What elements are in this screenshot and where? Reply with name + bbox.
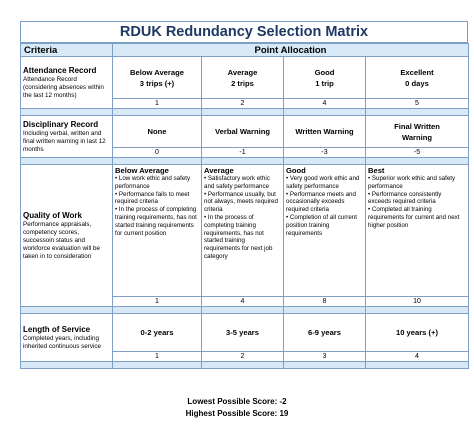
disciplinary-criteria (21, 116, 113, 158)
option-bullet: • Completion of all current position training requirements (286, 213, 357, 237)
criteria-description: Including verbal, written and final written warning in last 12 months (23, 129, 106, 153)
score-cell: 4 (202, 297, 284, 307)
matrix-title: RDUK Redundancy Selection Matrix (20, 21, 468, 43)
service-option: 10 years (+) (366, 314, 469, 352)
score-cell: 8 (284, 297, 366, 307)
option-label: Average (227, 67, 258, 77)
criteria-description: Completed years, including inherited continuous service (23, 334, 102, 350)
score-cell: 10 (366, 297, 469, 307)
service-criteria (21, 314, 113, 362)
option-heading: Good (286, 166, 306, 175)
service-option: 0-2 years (113, 314, 202, 352)
score-cell: 2 (202, 352, 284, 362)
attendance-option (113, 57, 202, 99)
score-cell: 1 (113, 99, 202, 109)
option-heading: Below Average (115, 166, 169, 175)
option-label: Excellent (400, 67, 434, 77)
attendance-option (284, 57, 366, 99)
option-bullet: • Very good work ethic and safety performance (286, 175, 360, 190)
disciplinary-option (366, 116, 469, 148)
disciplinary-row (21, 116, 469, 148)
option-sublabel: 2 trips (231, 78, 254, 88)
score-cell: -5 (366, 148, 469, 158)
matrix-table (20, 43, 469, 369)
separator-row (21, 109, 469, 116)
attendance-option (366, 57, 469, 99)
service-option: 3-5 years (202, 314, 284, 352)
score-cell: 3 (284, 352, 366, 362)
option-label: None (147, 127, 167, 136)
attendance-option (202, 57, 284, 99)
attendance-criteria (21, 57, 113, 109)
score-cell: 4 (284, 99, 366, 109)
option-bullet: • Performance usually, but not always, meets required criteria (204, 190, 278, 214)
criteria-description: Attendance Record (considering absences within the last 12 months) (23, 75, 104, 99)
option-label: Below Average (130, 67, 184, 77)
selection-matrix (20, 43, 468, 381)
option-heading: Average (204, 166, 234, 175)
service-option: 6-9 years (284, 314, 366, 352)
criteria-header: Criteria (21, 44, 113, 57)
criteria-title: Attendance Record (23, 65, 97, 75)
score-cell: 1 (113, 297, 202, 307)
separator-row (21, 158, 469, 165)
criteria-description: Performance appraisals, competency scores, successoin status and workforce evaluation will be taken in to consideration (23, 220, 100, 260)
score-cell: -1 (202, 148, 284, 158)
option-sublabel: 0 days (405, 78, 429, 88)
score-cell: -3 (284, 148, 366, 158)
quality-option (113, 165, 202, 297)
lowest-score: Lowest Possible Score: -2 (187, 397, 287, 406)
quality-option (366, 165, 469, 297)
disciplinary-option (284, 116, 366, 148)
score-cell: 0 (113, 148, 202, 158)
disciplinary-option (113, 116, 202, 148)
option-bullet: • Performance fails to meet required criteria (115, 190, 190, 206)
criteria-title: Disciplinary Record (23, 119, 99, 129)
option-bullet: • Performance consistently exceeds required criteria (368, 190, 442, 206)
criteria-title: Length of Service (23, 324, 91, 334)
quality-row (21, 165, 469, 297)
option-label: Good (314, 67, 335, 77)
option-label: Verbal Warning (215, 127, 270, 136)
service-row (21, 314, 469, 352)
option-bullet: • In the process of completing training requirements, has not started training requirements for next job category (204, 213, 273, 260)
score-cell: 1 (113, 352, 202, 362)
separator-row (21, 362, 469, 369)
option-label: Final Written (394, 121, 440, 131)
quality-criteria (21, 165, 113, 307)
header-row (21, 44, 469, 57)
attendance-row (21, 57, 469, 99)
option-heading: Best (368, 166, 385, 175)
separator-row (21, 307, 469, 314)
option-bullet: • Completed all training requirements for current and next higher position (368, 206, 460, 229)
quality-option (284, 165, 366, 297)
criteria-title: Quality of Work (23, 210, 82, 220)
option-bullet: • Performance meets and occasionally exceeds required criteria (286, 190, 356, 214)
option-sublabel: 3 trips (+) (139, 78, 175, 88)
highest-score: Highest Possible Score: 19 (185, 409, 289, 418)
score-cell: 4 (366, 352, 469, 362)
score-cell: 5 (366, 99, 469, 109)
quality-option (202, 165, 284, 297)
disciplinary-option (202, 116, 284, 148)
option-bullet: • In the process of completing training requirements, has not started training requirements for current position (115, 206, 197, 237)
option-sublabel: 1 trip (315, 78, 334, 88)
option-bullet: • Low work ethic and safety performance (115, 175, 191, 190)
option-label: Written Warning (295, 127, 354, 136)
score-cell: 2 (202, 99, 284, 109)
option-bullet: • Superior work ethic and safety performance (368, 175, 456, 190)
point-allocation-header: Point Allocation (113, 44, 469, 57)
option-bullet: • Satisfactory work ethic and safety performance (204, 175, 270, 190)
option-sublabel: Warning (401, 132, 433, 142)
